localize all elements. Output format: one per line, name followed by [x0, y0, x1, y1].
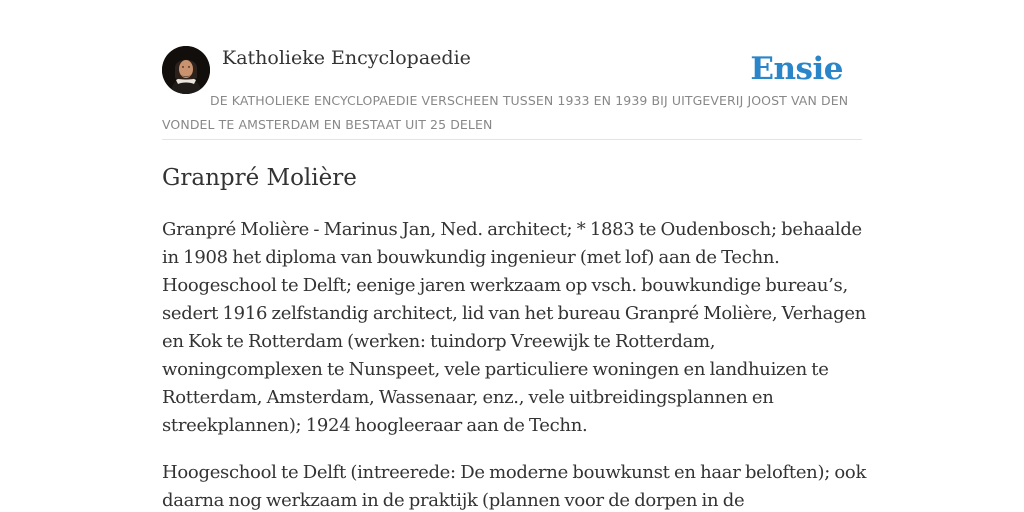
site-tagline: DE KATHOLIEKE ENCYCLOPAEDIE VERSCHEEN TUSSEN 1933 EN 1939 BIJ UITGEVERIJ JOOST VAN DEN VONDEL TE AMSTERDAM EN BESTAAT UIT 25 DELEN — [162, 93, 849, 132]
page-container — [162, 0, 867, 512]
article-title: Granpré Molière — [162, 165, 357, 191]
portrait-avatar-icon[interactable] — [162, 46, 210, 94]
article-paragraph: Granpré Molière - Marinus Jan, Ned. architect; * 1883 te Oudenbosch; behaalde in 1908 het diploma van bouwkundig ingenieur (met lof) aan de Techn. Hoogeschool te Delft; eenige jaren werkzaam op vsch. bouwkundige bureau’s, sedert 1916 zelfstandig architect, lid van het bureau Granpré Molière, Verhagen en Kok te Rotterdam (werken: tuindorp Vreewijk te Rotterdam, woningcomplexen te Nunspeet, vele particuliere woningen en landhuizen te Rotterdam, Amsterdam, Wassenaar, enz., vele uitbreidingsplannen en streekplannen); 1924 hoogleeraar aan de Techn. — [162, 219, 866, 436]
article-body — [162, 216, 868, 512]
ensie-logo[interactable]: Ensie — [750, 51, 843, 87]
article-paragraph: Hoogeschool te Delft (intreerede: De moderne bouwkunst en haar beloften); ook daarna nog werkzaam in de praktijk (plannen voor de dorpen in de — [162, 462, 867, 511]
site-title[interactable]: Katholieke Encyclopaedie — [222, 47, 471, 69]
site-header — [162, 0, 862, 140]
